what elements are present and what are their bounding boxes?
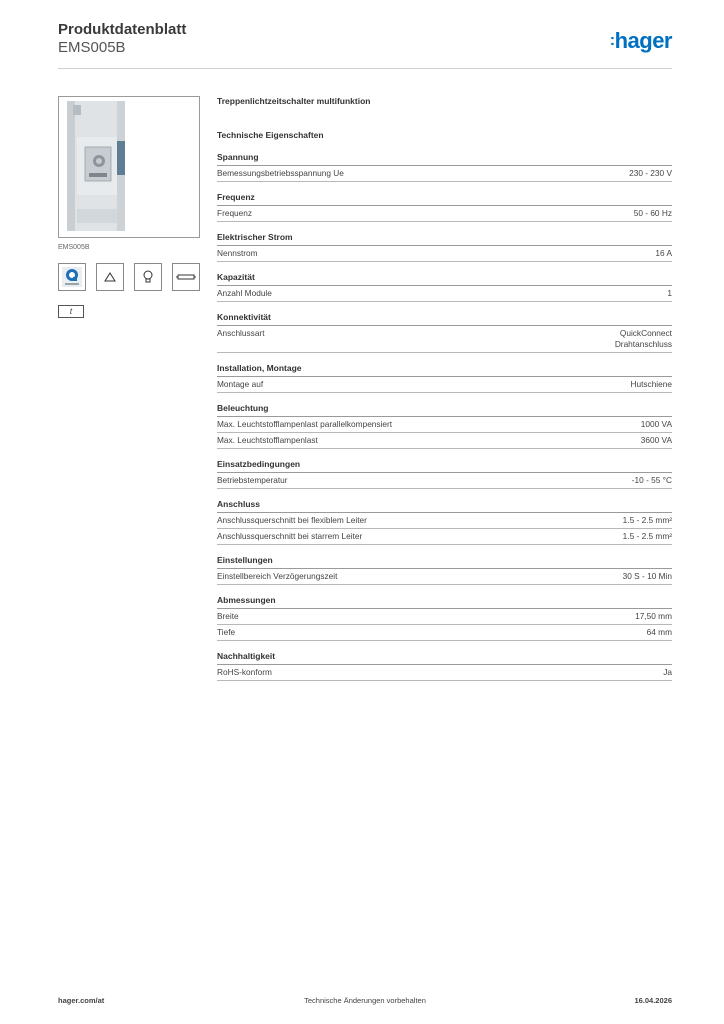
spec-section-title: Einstellungen xyxy=(217,555,672,569)
spec-section-title: Elektrischer Strom xyxy=(217,232,672,246)
bulb-icon xyxy=(134,263,162,291)
spec-section-title: Konnektivität xyxy=(217,312,672,326)
spec-value-line: 1000 VA xyxy=(640,419,672,429)
product-name: Treppenlichtzeitschalter multifunktion xyxy=(217,96,371,106)
product-image-caption: EMS005B xyxy=(58,244,90,251)
technical-properties-heading: Technische Eigenschaften xyxy=(217,130,324,140)
spec-section xyxy=(217,403,672,449)
spec-value-line: 64 mm xyxy=(646,627,672,637)
spec-section xyxy=(217,272,672,302)
spec-section-title: Installation, Montage xyxy=(217,363,672,377)
warning-triangle-icon xyxy=(96,263,124,291)
page-header xyxy=(58,20,672,69)
spec-row xyxy=(217,529,672,545)
spec-value-line: 3600 VA xyxy=(640,435,672,445)
spec-row xyxy=(217,433,672,449)
spec-value xyxy=(629,168,672,179)
spec-value xyxy=(634,208,672,219)
spec-label: Frequenz xyxy=(217,208,253,218)
spec-value xyxy=(667,288,672,299)
spec-row xyxy=(217,286,672,302)
footer-date: 16.04.2026 xyxy=(634,996,672,1005)
spec-section-title: Anschluss xyxy=(217,499,672,513)
spec-section-title: Nachhaltigkeit xyxy=(217,651,672,665)
spec-content xyxy=(217,94,672,681)
spec-value xyxy=(623,571,672,582)
spec-value xyxy=(655,248,672,259)
spec-value xyxy=(632,475,672,486)
spec-value-line: 1 xyxy=(667,288,672,298)
spec-section-title: Kapazität xyxy=(217,272,672,286)
spec-section-title: Beleuchtung xyxy=(217,403,672,417)
spec-value-line: 30 S - 10 Min xyxy=(622,571,672,581)
spec-section xyxy=(217,363,672,393)
spec-value xyxy=(623,515,672,526)
timer-symbol: t xyxy=(58,305,84,318)
spec-value-line: 16 A xyxy=(655,248,672,258)
spec-section-title: Frequenz xyxy=(217,192,672,206)
spec-label: Tiefe xyxy=(217,627,236,637)
spec-row xyxy=(217,166,672,182)
spec-label: Anzahl Module xyxy=(217,288,272,298)
spec-section xyxy=(217,499,672,545)
spec-section xyxy=(217,555,672,585)
spec-row xyxy=(217,625,672,641)
spec-label: Einstellbereich Verzögerungszeit xyxy=(217,571,338,581)
device-illustration xyxy=(59,97,199,237)
spec-value-line: Ja xyxy=(663,667,672,677)
spec-row xyxy=(217,473,672,489)
spec-section xyxy=(217,192,672,222)
spec-row xyxy=(217,377,672,393)
spec-label: Breite xyxy=(217,611,239,621)
spec-value-line: Hutschiene xyxy=(630,379,672,389)
spec-row xyxy=(217,206,672,222)
spec-row xyxy=(217,417,672,433)
spec-row xyxy=(217,609,672,625)
spec-value-line: -10 - 55 °C xyxy=(631,475,672,485)
spec-value-line: 1.5 - 2.5 mm² xyxy=(622,531,672,541)
spec-row xyxy=(217,513,672,529)
spec-label: Nennstrom xyxy=(217,248,258,258)
spec-label: Anschlussquerschnitt bei flexiblem Leiter xyxy=(217,515,367,525)
spec-value xyxy=(623,531,672,542)
spec-section xyxy=(217,651,672,681)
spec-section xyxy=(217,459,672,489)
spec-label: RoHS-konform xyxy=(217,667,272,677)
footer-disclaimer: Technische Änderungen vorbehalten xyxy=(304,996,426,1005)
spec-value-line: 230 - 230 V xyxy=(629,168,672,178)
spec-row xyxy=(217,569,672,585)
spec-value xyxy=(635,611,672,622)
spec-label: Montage auf xyxy=(217,379,264,389)
product-image xyxy=(58,96,200,238)
spec-section xyxy=(217,232,672,262)
spec-section-title: Spannung xyxy=(217,152,672,166)
spec-label: Betriebstemperatur xyxy=(217,475,288,485)
spec-section xyxy=(217,152,672,182)
spec-row xyxy=(217,246,672,262)
spec-value xyxy=(663,667,672,678)
spec-value xyxy=(641,435,672,446)
spec-label: Anschlussart xyxy=(217,328,265,338)
lamp-tube-icon xyxy=(172,263,200,291)
spec-value xyxy=(615,328,672,350)
spec-value-line: QuickConnect xyxy=(619,328,672,338)
quickconnect-icon xyxy=(58,263,86,291)
spec-value-line: 17,50 mm xyxy=(635,611,672,621)
product-code: EMS005B xyxy=(58,39,126,56)
spec-section xyxy=(217,595,672,641)
spec-value xyxy=(630,379,672,390)
spec-value xyxy=(647,627,672,638)
spec-row xyxy=(217,665,672,681)
hager-logo: :hager xyxy=(609,28,672,53)
spec-label: Bemessungsbetriebsspannung Ue xyxy=(217,168,344,178)
spec-label: Anschlussquerschnitt bei starrem Leiter xyxy=(217,531,363,541)
spec-section-title: Einsatzbedingungen xyxy=(217,459,672,473)
spec-sections xyxy=(217,152,672,681)
spec-section xyxy=(217,312,672,353)
spec-row xyxy=(217,326,672,353)
spec-value xyxy=(641,419,672,430)
spec-value-line: 1.5 - 2.5 mm² xyxy=(622,515,672,525)
spec-value-line: Drahtanschluss xyxy=(614,339,672,349)
footer-website: hager.com/at xyxy=(58,996,105,1005)
spec-label: Max. Leuchtstofflampenlast parallelkompensiert xyxy=(217,419,393,429)
page-title: Produktdatenblatt xyxy=(58,21,187,38)
spec-section-title: Abmessungen xyxy=(217,595,672,609)
spec-label: Max. Leuchtstofflampenlast xyxy=(217,435,318,445)
spec-value-line: 50 - 60 Hz xyxy=(633,208,672,218)
